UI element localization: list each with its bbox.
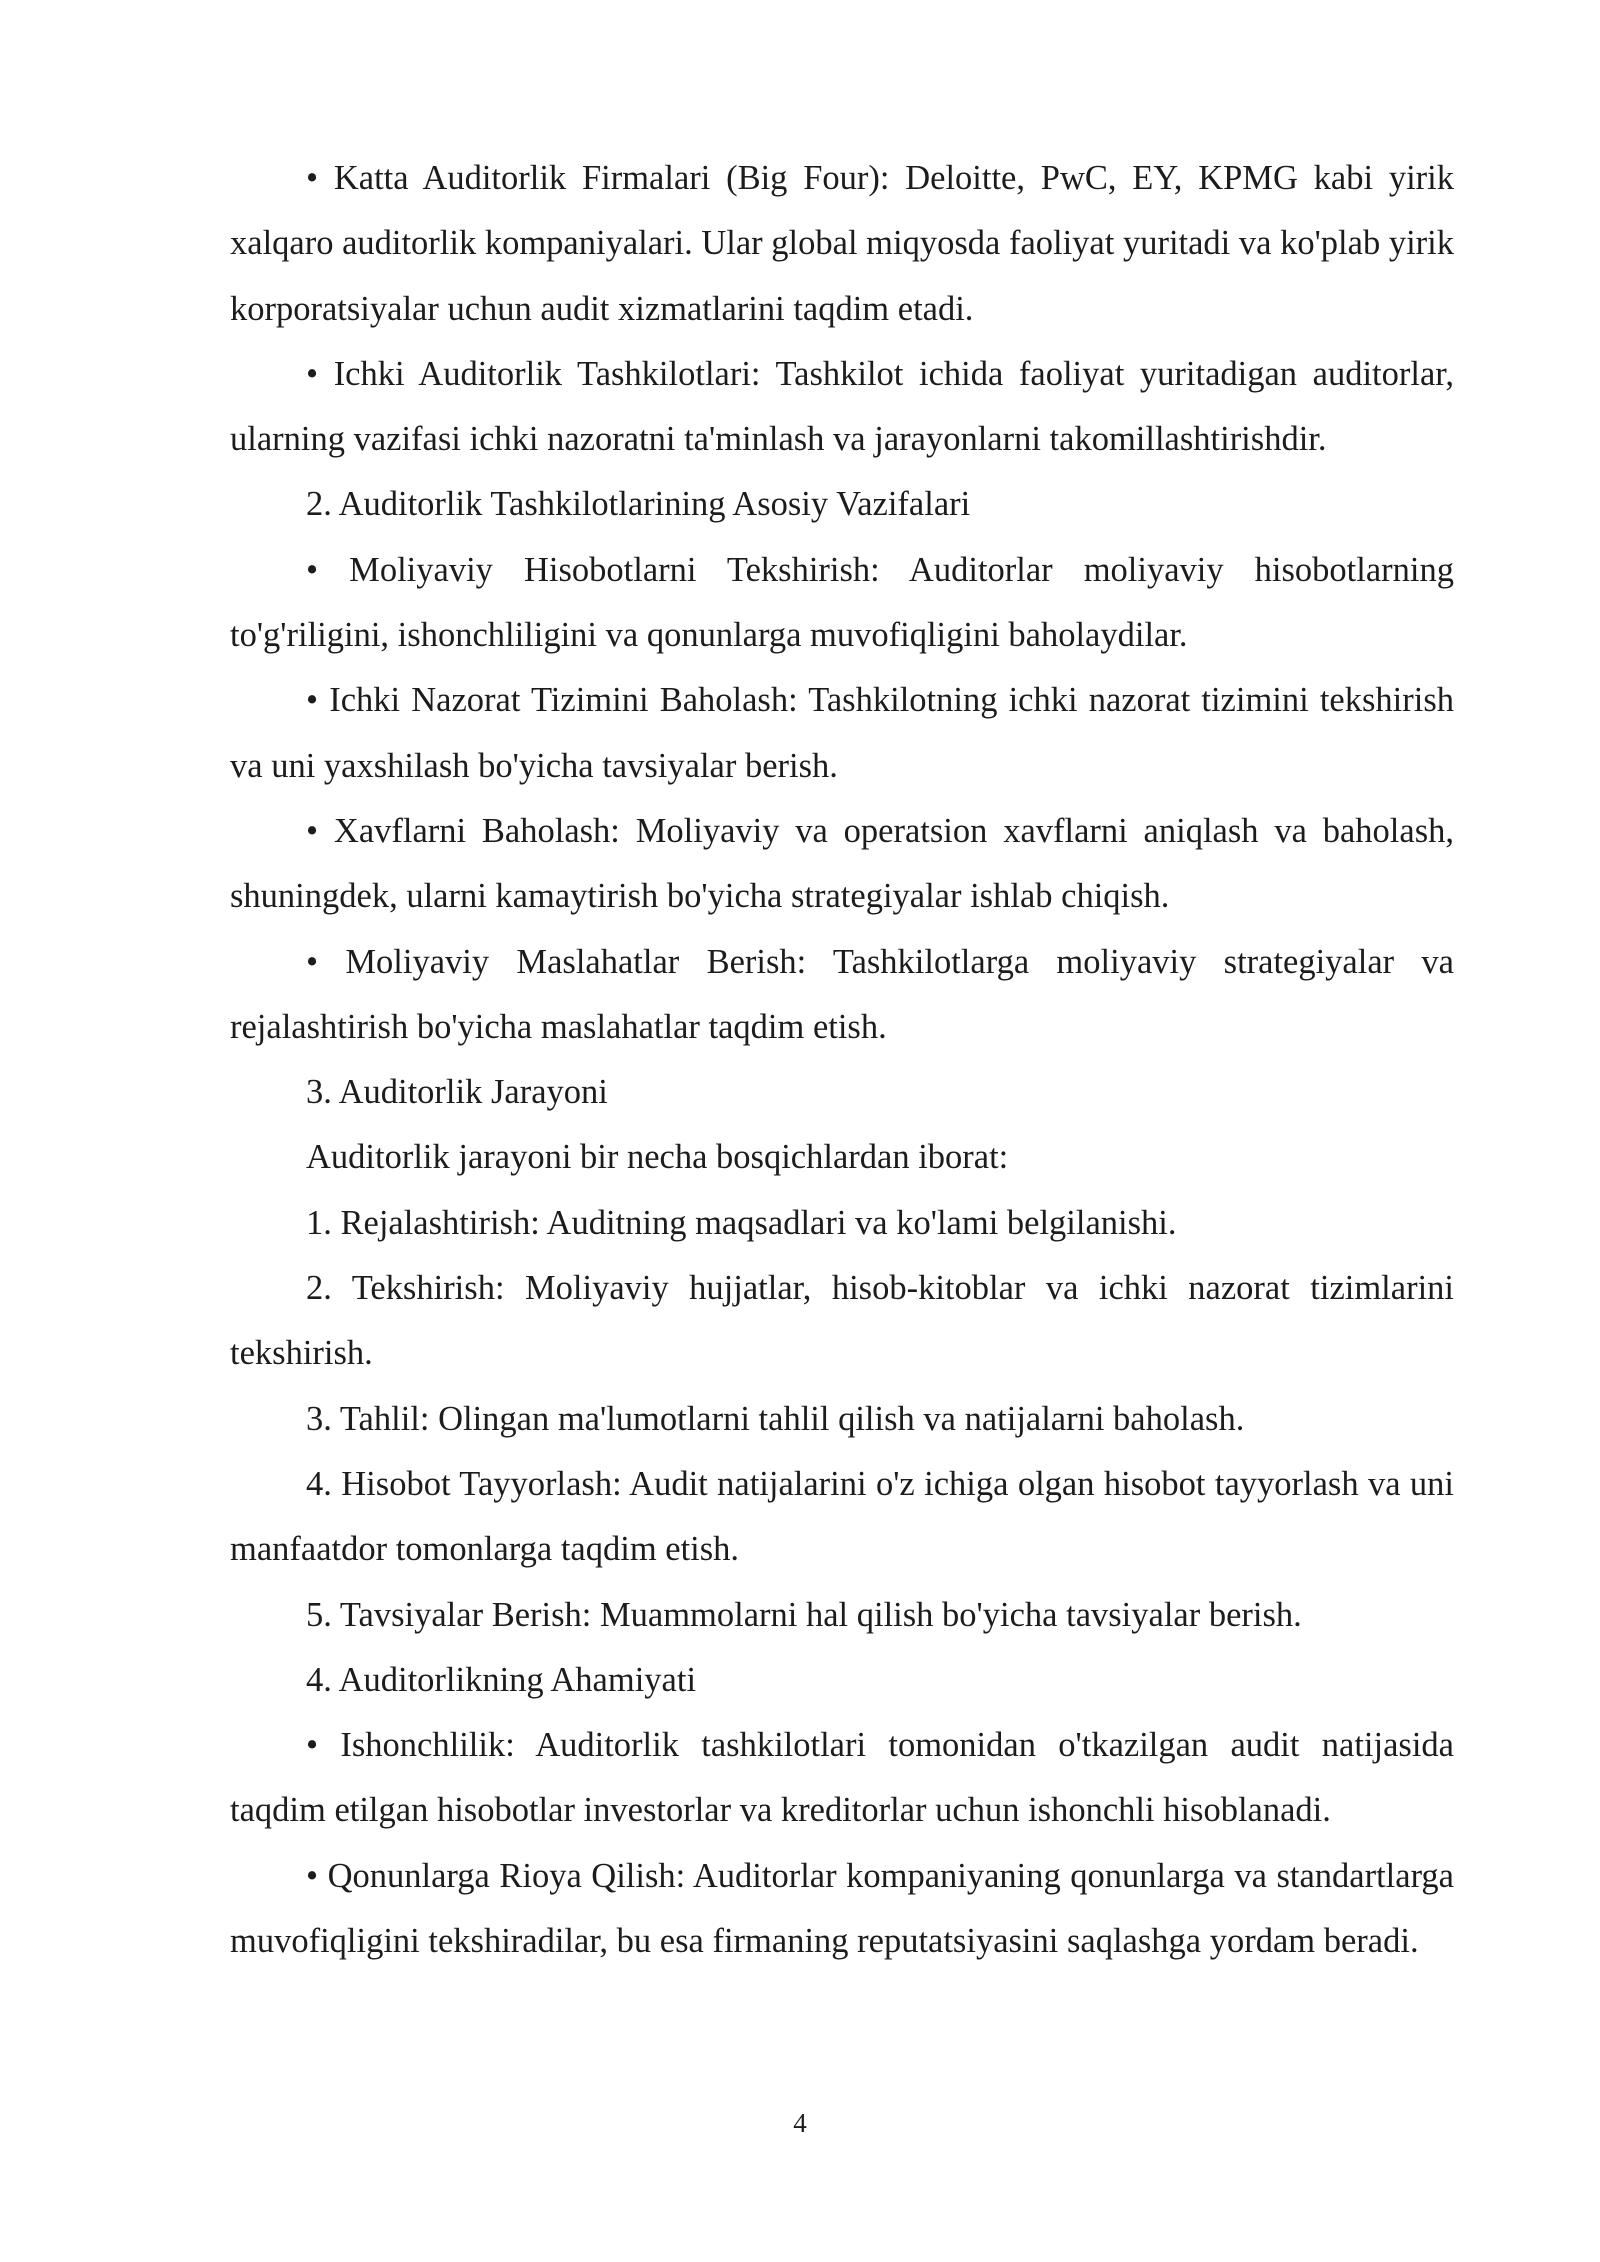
paragraph-process-intro: Auditorlik jarayoni bir necha bosqichlardan iborat: [306, 1138, 1009, 1177]
section-heading-3: 3. Auditorlik Jarayoni [306, 1073, 608, 1112]
paragraph-big-four: • Katta Auditorlik Firmalari (Big Four): Deloitte, PwC, EY, KPMG kabi yirik xalqaro auditorlik kompaniyalari. Ular global miqyosda faoliyat yuritadi va ko'plab yirik korporatsiyalar uchun audit xizmatlarini taqdim etadi. [230, 159, 1454, 328]
section-heading-4: 4. Auditorlikning Ahamiyati [306, 1660, 697, 1699]
paragraph-financial-advice: • Moliyaviy Maslahatlar Berish: Tashkilotlarga moliyaviy strategiyalar va rejalashtirish bo'yicha maslahatlar taqdim etish. [230, 942, 1454, 1046]
paragraph-internal-control: • Ichki Nazorat Tizimini Baholash: Tashkilotning ichki nazorat tizimini tekshirish va uni yaxshilash bo'yicha tavsiyalar berish. [230, 681, 1454, 785]
section-heading-2: 2. Auditorlik Tashkilotlarining Asosiy Vazifalari [306, 485, 971, 524]
paragraph-reliability: • Ishonchlilik: Auditorlik tashkilotlari tomonidan o'tkazilgan audit natijasida taqdim etilgan hisobotlar investorlar va kreditorlar uchun ishonchli hisoblanadi. [230, 1726, 1454, 1830]
paragraph-compliance: • Qonunlarga Rioya Qilish: Auditorlar kompaniyaning qonunlarga va standartlarga muvofiqligini tekshiradilar, bu esa firmaning reputatsiyasini saqlashga yordam beradi. [230, 1856, 1454, 1961]
list-item-analysis: 3. Tahlil: Olingan ma'lumotlarni tahlil qilish va natijalarni baholash. [306, 1399, 1245, 1438]
list-item-examination: 2. Tekshirish: Moliyaviy hujjatlar, hisob-kitoblar va ichki nazorat tizimlarini tekshirish. [230, 1269, 1454, 1373]
list-item-reporting: 4. Hisobot Tayyorlash: Audit natijalarini o'z ichiga olgan hisobot tayyorlash va uni manfaatdor tomonlarga taqdim etish. [230, 1464, 1454, 1569]
paragraph-internal-audit: • Ichki Auditorlik Tashkilotlari: Tashkilot ichida faoliyat yuritadigan auditorlar, ularning vazifasi ichki nazoratni ta'minlash va jarayonlarni takomillashtirishdir. [230, 354, 1454, 459]
list-item-planning: 1. Rejalashtirish: Auditning maqsadlari va ko'lami belgilanishi. [306, 1203, 1177, 1242]
paragraph-risk-assessment: • Xavflarni Baholash: Moliyaviy va operatsion xavflarni aniqlash va baholash, shuningdek, ularni kamaytirish bo'yicha strategiyalar ishlab chiqish. [230, 811, 1454, 916]
paragraph-financial-reports: • Moliyaviy Hisobotlarni Tekshirish: Auditorlar moliyaviy hisobotlarning to'g'riligini, ishonchliligini va qonunlarga muvofiqligini baholaydilar. [230, 550, 1454, 655]
list-item-recommendations: 5. Tavsiyalar Berish: Muammolarni hal qilish bo'yicha tavsiyalar berish. [306, 1595, 1302, 1634]
page-number: 4 [793, 2108, 807, 2138]
page-body [230, 146, 1454, 1974]
